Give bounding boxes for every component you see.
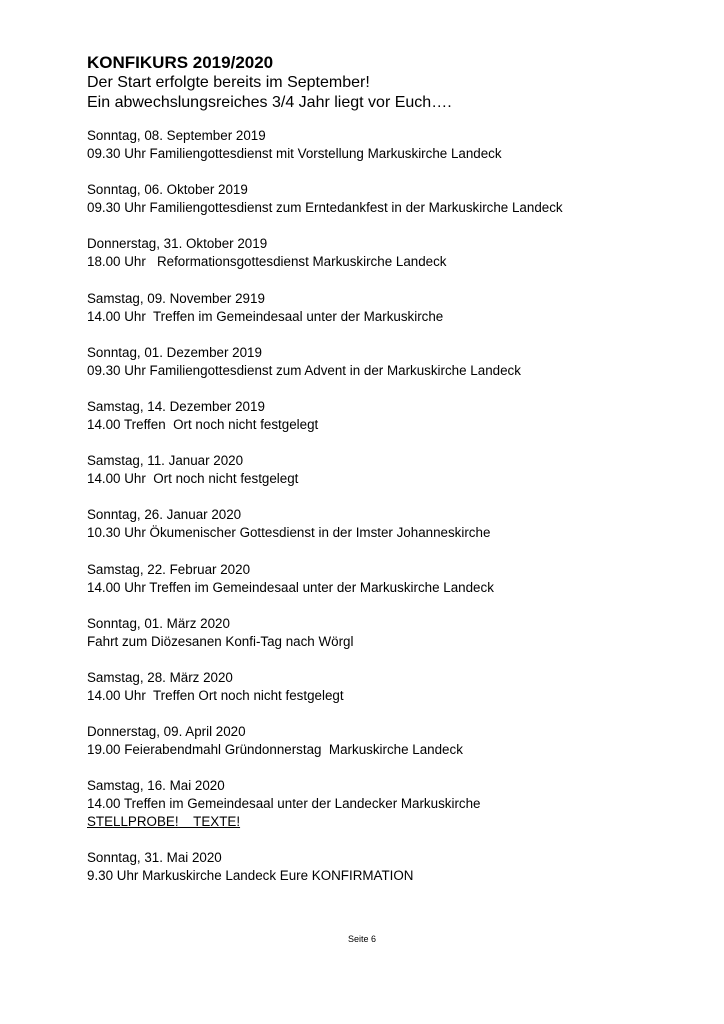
event-item bbox=[87, 290, 687, 326]
event-detail: 10.30 Uhr Ökumenischer Gottesdienst in der Imster Johanneskirche bbox=[87, 525, 491, 541]
event-date: Samstag, 09. November 2919 bbox=[87, 290, 265, 306]
event-list bbox=[87, 127, 687, 885]
event-item bbox=[87, 452, 687, 488]
event-detail: 09.30 Uhr Familiengottesdienst zum Erntedankfest in der Markuskirche Landeck bbox=[87, 200, 563, 216]
event-detail: 14.00 Treffen Ort noch nicht festgelegt bbox=[87, 416, 319, 432]
event-item bbox=[87, 127, 687, 163]
subtitle-start: Der Start erfolgte bereits im September! bbox=[87, 74, 370, 91]
document-page bbox=[87, 52, 687, 904]
event-date: Samstag, 28. März 2020 bbox=[87, 669, 233, 685]
event-date: Sonntag, 08. September 2019 bbox=[87, 128, 266, 143]
event-date: Sonntag, 06. Oktober 2019 bbox=[87, 182, 248, 198]
event-item bbox=[87, 398, 687, 434]
event-date: Donnerstag, 31. Oktober 2019 bbox=[87, 236, 268, 252]
page-number: Seite 6 bbox=[347, 934, 377, 944]
event-item bbox=[87, 849, 687, 885]
event-item bbox=[87, 561, 687, 597]
event-note: STELLPROBE! TEXTE! bbox=[87, 814, 241, 830]
event-item bbox=[87, 235, 687, 271]
event-detail: Fahrt zum Diözesanen Konfi-Tag nach Wörgl bbox=[87, 633, 354, 649]
event-item bbox=[87, 777, 687, 831]
event-detail: 09.30 Uhr Familiengottesdienst mit Vorstellung Markuskirche Landeck bbox=[87, 146, 502, 161]
event-detail: 09.30 Uhr Familiengottesdienst zum Advent in der Markuskirche Landeck bbox=[87, 362, 521, 378]
event-detail: 14.00 Treffen im Gemeindesaal unter der Landecker Markuskirche bbox=[87, 796, 481, 812]
event-date: Samstag, 16. Mai 2020 bbox=[87, 778, 225, 794]
event-detail: 18.00 Uhr Reformationsgottesdienst Markuskirche Landeck bbox=[87, 254, 447, 270]
event-date: Donnerstag, 09. April 2020 bbox=[87, 724, 246, 740]
event-detail: 14.00 Uhr Treffen im Gemeindesaal unter der Markuskirche Landeck bbox=[87, 579, 494, 595]
page-title: KONFIKURS 2019/2020 bbox=[87, 53, 274, 72]
event-item bbox=[87, 181, 687, 217]
subtitle-intro: Ein abwechslungsreiches 3/4 Jahr liegt vor Euch…. bbox=[87, 94, 452, 111]
event-date: Samstag, 14. Dezember 2019 bbox=[87, 398, 265, 414]
event-detail: 14.00 Uhr Treffen im Gemeindesaal unter der Markuskirche bbox=[87, 308, 444, 324]
event-item bbox=[87, 723, 687, 759]
event-detail: 14.00 Uhr Ort noch nicht festgelegt bbox=[87, 471, 299, 487]
event-detail: 19.00 Feierabendmahl Gründonnerstag Markuskirche Landeck bbox=[87, 742, 463, 758]
event-date: Sonntag, 26. Januar 2020 bbox=[87, 507, 242, 523]
event-item bbox=[87, 344, 687, 380]
event-date: Sonntag, 01. März 2020 bbox=[87, 615, 230, 631]
event-item bbox=[87, 506, 687, 542]
event-item bbox=[87, 615, 687, 651]
event-date: Sonntag, 01. Dezember 2019 bbox=[87, 344, 262, 360]
event-date: Samstag, 22. Februar 2020 bbox=[87, 561, 251, 577]
event-date: Sonntag, 31. Mai 2020 bbox=[87, 850, 222, 866]
event-detail: 14.00 Uhr Treffen Ort noch nicht festgelegt bbox=[87, 687, 344, 703]
event-date: Samstag, 11. Januar 2020 bbox=[87, 453, 244, 469]
event-detail: 9.30 Uhr Markuskirche Landeck Eure KONFIRMATION bbox=[87, 868, 414, 884]
event-item bbox=[87, 669, 687, 705]
